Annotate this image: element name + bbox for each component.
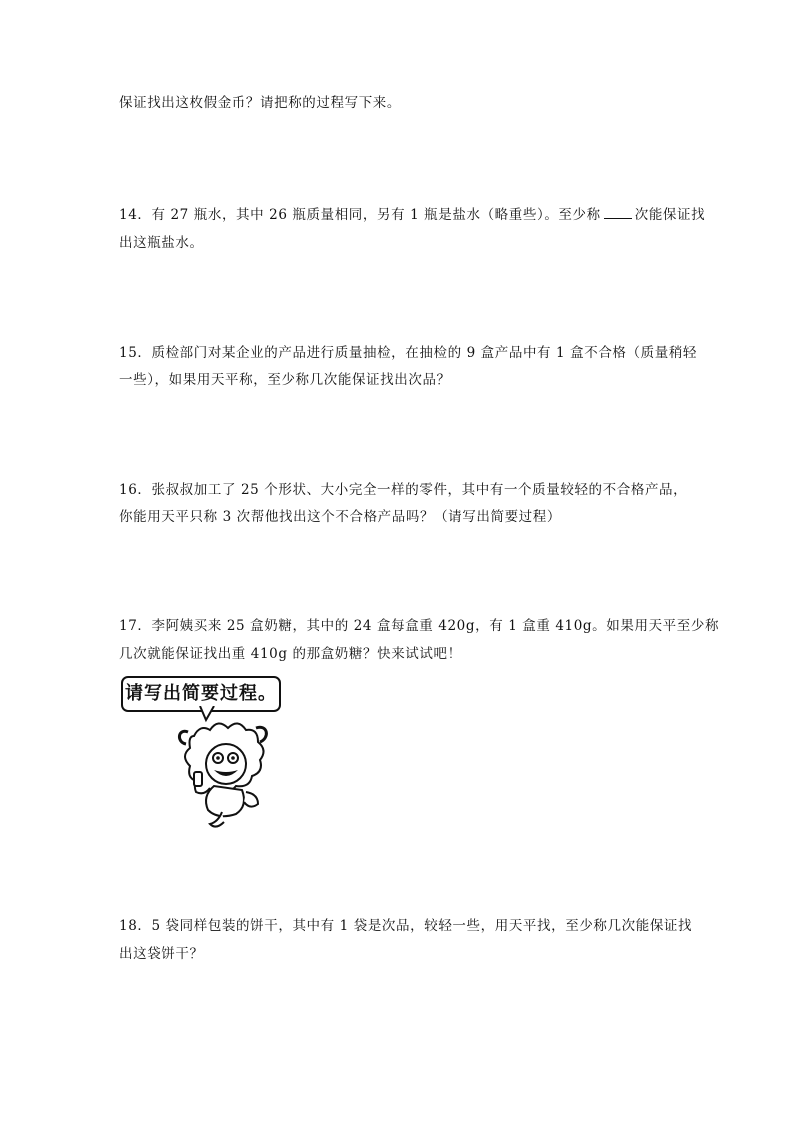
q16-line2: 你能用天平只称 3 次帮他找出这个不合格产品吗？（请写出简要过程） (119, 509, 561, 525)
q13-continuation: 保证找出这枚假金币？请把称的过程写下来。 (119, 95, 401, 111)
q14-answer-blank[interactable] (604, 206, 632, 219)
speech-bubble: 请写出简要过程。 (121, 676, 281, 712)
q15-line1: 15．质检部门对某企业的产品进行质量抽检，在抽检的 9 盒产品中有 1 盒不合格（质量稍轻 (119, 345, 698, 361)
q14-line1 (119, 206, 705, 224)
q14-text-after-blank: 次能保证找 (634, 207, 706, 223)
q14-text-before-blank: 14．有 27 瓶水，其中 26 瓶质量相同，另有 1 瓶是盐水（略重些）。至少称 (119, 207, 601, 223)
q18-line1: 18．5 袋同样包装的饼干，其中有 1 袋是次品，较轻一些，用天平找，至少称几次能保证找 (119, 918, 693, 934)
q16-line1: 16．张叔叔加工了 25 个形状、大小完全一样的零件，其中有一个质量较轻的不合格产品， (119, 482, 688, 498)
q15-line2: 一些），如果用天平称，至少称几次能保证找出次品？ (119, 372, 451, 388)
q18-line2: 出这袋饼干？ (119, 946, 204, 962)
q14-line2: 出这瓶盐水。 (119, 235, 204, 251)
q17-line2: 几次就能保证找出重 410g 的那盒奶糖？快来试试吧！ (119, 646, 462, 662)
cartoon-sheep-illustration (170, 706, 280, 831)
q17-line1: 17．李阿姨买来 25 盒奶糖，其中的 24 盒每盒重 420g，有 1 盒重 410g。如果用天平至少称 (119, 618, 720, 634)
